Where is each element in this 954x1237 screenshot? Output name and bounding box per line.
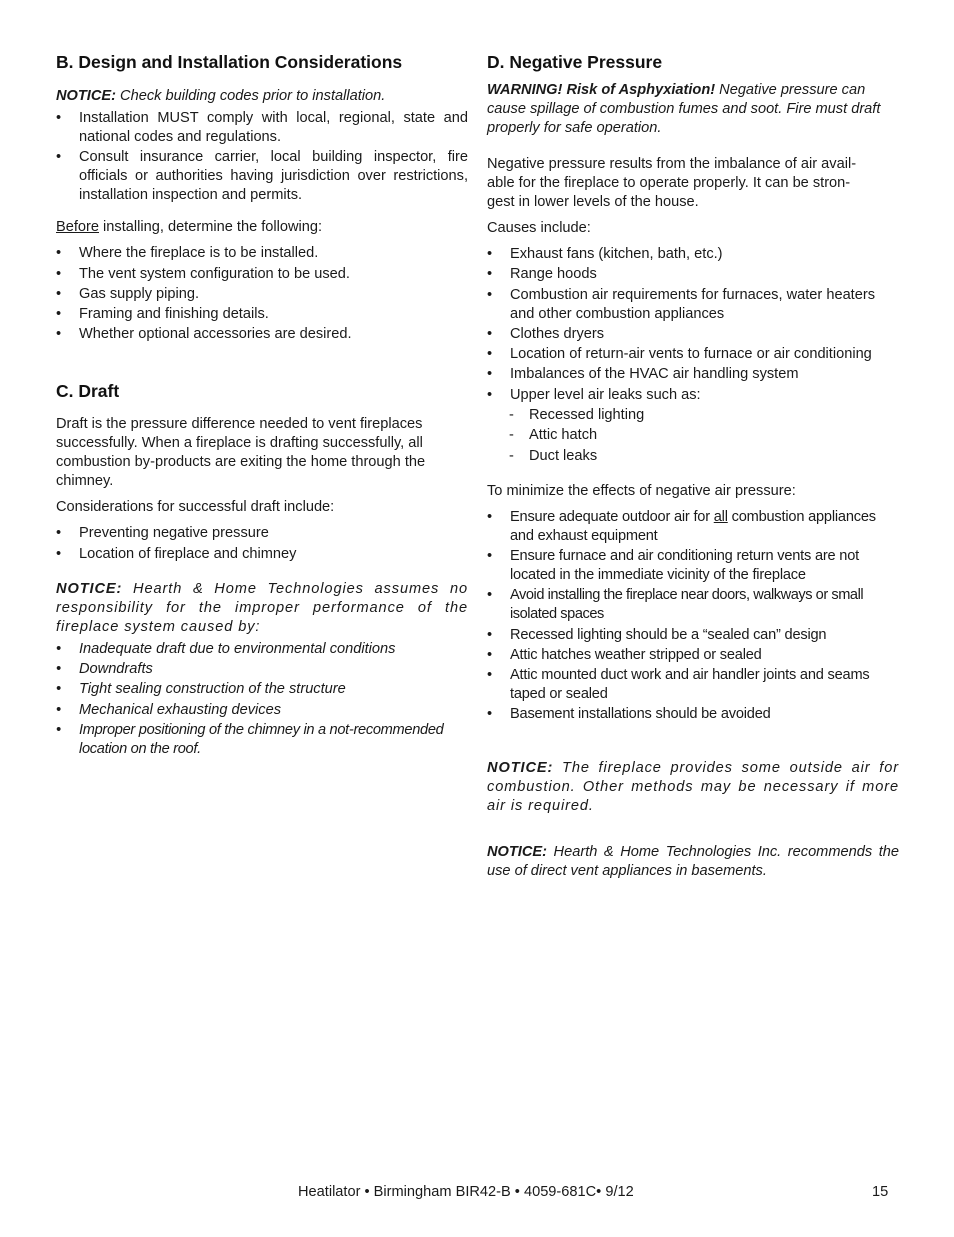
notice-label: NOTICE: <box>487 760 554 777</box>
item-underlined: all <box>713 508 728 525</box>
list-item: • Attic hatches weather stripped or sealed <box>487 646 899 665</box>
outside-air-notice <box>487 759 899 816</box>
list-item: • Where the fireplace is to be installed. <box>56 244 468 263</box>
list-item: - Attic hatch <box>487 426 899 445</box>
list-item: • Improper positioning of the chimney in a not-recommended location on the roof. <box>56 721 468 759</box>
list-item: • Recessed lighting should be a “sealed can” design <box>487 626 899 645</box>
list-item: • Combustion air requirements for furnaces, water heaters and other combustion appliances <box>487 286 899 324</box>
list-item: • Downdrafts <box>56 660 468 679</box>
list-item: • Framing and finishing details. <box>56 305 468 324</box>
warning-label: WARNING! Risk of Asphyxiation! <box>487 82 716 98</box>
page-footer <box>0 1184 954 1206</box>
list-item: • Avoid installing the fireplace near doors, walkways or small isolated spaces <box>487 586 899 624</box>
list-item: • Range hoods <box>487 265 899 284</box>
footer-text: Heatilator • Birmingham BIR42-B • 4059-681C• 9/12 <box>298 1184 634 1200</box>
air-leaks-list <box>487 406 899 466</box>
list-item: • The vent system configuration to be used. <box>56 265 468 284</box>
list-item: • Preventing negative pressure <box>56 524 468 543</box>
notice-text: Check building codes prior to installation. <box>116 88 386 104</box>
list-item: • Attic mounted duct work and air handler joints and seams taped or sealed <box>487 666 899 704</box>
notice-label: NOTICE: <box>56 88 116 104</box>
list-item: • Inadequate draft due to environmental conditions <box>56 640 468 659</box>
section-b-notice <box>56 87 468 106</box>
direct-vent-notice <box>487 843 899 881</box>
section-b-heading: B. Design and Installation Considerations <box>56 52 403 72</box>
item-text: Ensure adequate outdoor air for <box>510 508 714 525</box>
considerations-list <box>56 524 468 563</box>
list-item <box>487 508 899 546</box>
notice-label: NOTICE: <box>487 844 547 861</box>
list-item: • Basement installations should be avoided <box>487 705 899 724</box>
paragraph-line: Negative pressure results from the imbalance of air avail- <box>487 156 857 172</box>
section-c-notice <box>56 580 468 637</box>
section-b-list <box>56 109 468 205</box>
notice-text: Hearth & Home Technologies Inc. recommends the use of direct vent appliances in basements. <box>487 844 899 880</box>
paragraph-line: able for the fireplace to operate properly. It can be stron- <box>487 175 851 191</box>
before-installing-intro <box>56 218 468 237</box>
list-item: • Tight sealing construction of the structure <box>56 680 468 699</box>
list-item: • Installation MUST comply with local, regional, state and national codes and regulations. <box>56 109 468 147</box>
negative-pressure-paragraph <box>487 155 899 212</box>
causes-intro: Causes include: <box>487 220 591 236</box>
before-underlined: Before <box>56 219 99 236</box>
draft-paragraph: Draft is the pressure difference needed to vent fireplaces successfully. When a fireplace is drafting successfully, all combustion by-products are exiting the home through the chimney. <box>56 416 426 490</box>
list-item: - Duct leaks <box>487 447 899 466</box>
before-rest: installing, determine the following: <box>99 219 323 236</box>
list-item: • Gas supply piping. <box>56 285 468 304</box>
notice-text: The fireplace provides some outside air for combustion. Other methods may be necessary if more air is required. <box>487 760 899 815</box>
warning-text: Negative pressure can cause spillage of combustion fumes and soot. Fire must draft properly for safe operation. <box>487 82 881 136</box>
list-item: • Location of fireplace and chimney <box>56 545 468 564</box>
notice-causes-list <box>56 640 468 759</box>
list-item: • Upper level air leaks such as: <box>487 386 899 405</box>
item-text: combustion appliances and exhaust equipment <box>510 508 876 544</box>
section-d-heading: D. Negative Pressure <box>487 52 663 72</box>
paragraph-line: gest in lower levels of the house. <box>487 194 699 210</box>
considerations-intro: Considerations for successful draft include: <box>56 499 335 516</box>
section-c-heading: C. Draft <box>56 381 120 402</box>
left-column <box>56 50 468 760</box>
asphyxiation-warning <box>487 81 899 138</box>
before-installing-list <box>56 244 468 344</box>
minimize-list <box>487 508 899 725</box>
list-item: • Clothes dryers <box>487 325 899 344</box>
notice-text: Hearth & Home Technologies assumes no responsibility for the improper performance of the fireplace system caused by: <box>56 580 468 635</box>
notice-label: NOTICE: <box>56 580 123 597</box>
list-item: • Consult insurance carrier, local building inspector, fire officials or authorities having jurisdiction over restrictions, installation inspection and permits. <box>56 148 468 205</box>
list-item: • Location of return-air vents to furnace or air conditioning <box>487 345 899 364</box>
list-item: • Imbalances of the HVAC air handling system <box>487 365 899 384</box>
list-item: • Mechanical exhausting devices <box>56 701 468 720</box>
list-item: • Ensure furnace and air conditioning return vents are not located in the immediate vicinity of the fireplace <box>487 547 899 585</box>
right-column <box>487 50 899 881</box>
list-item: - Recessed lighting <box>487 406 899 425</box>
list-item: • Exhaust fans (kitchen, bath, etc.) <box>487 245 899 264</box>
page-number: 15 <box>872 1184 889 1200</box>
causes-list <box>487 245 899 405</box>
list-item: • Whether optional accessories are desired. <box>56 325 468 344</box>
minimize-intro: To minimize the effects of negative air pressure: <box>487 482 796 499</box>
